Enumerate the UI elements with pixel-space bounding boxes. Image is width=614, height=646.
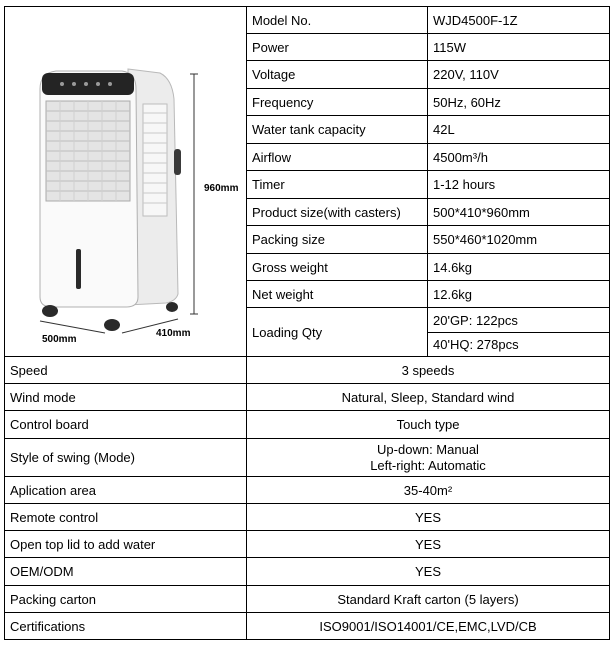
spec-value: 50Hz, 60Hz [428,89,610,116]
spec-value: YES [247,504,610,531]
spec-value: 20'GP: 122pcs [428,308,610,333]
spec-label: Product size(with casters) [247,199,428,226]
spec-row-certifications [5,613,610,640]
height-label: 960mm [204,182,239,194]
width-label: 500mm [42,333,77,345]
spec-value: Standard Kraft carton (5 layers) [247,586,610,613]
spec-value: 40'HQ: 278pcs [428,333,610,357]
caster-front-right [104,319,120,331]
spec-value: 500*410*960mm [428,199,610,226]
spec-label: Model No. [247,7,428,34]
depth-label: 410mm [156,327,191,339]
spec-label: Style of swing (Mode) [5,439,247,477]
spec-value: 220V, 110V [428,61,610,89]
spec-label: Frequency [247,89,428,116]
spec-row-model [5,7,610,34]
spec-label: Loading Qty [247,308,428,357]
spec-label: Power [247,34,428,61]
spec-value: Touch type [247,411,610,439]
spec-label: Certifications [5,613,247,640]
spec-value: 550*460*1020mm [428,226,610,254]
spec-sheet [4,6,609,641]
spec-label: Water tank capacity [247,116,428,144]
spec-label: Speed [5,357,247,384]
spec-label: Net weight [247,281,428,308]
spec-label: Gross weight [247,254,428,281]
caster-rear [166,302,178,312]
water-level-window [76,249,81,289]
spec-label: Voltage [247,61,428,89]
spec-value: 35-40m² [247,477,610,504]
spec-value: 115W [428,34,610,61]
spec-value: YES [247,558,610,586]
spec-label: Wind mode [5,384,247,411]
spec-label: Airflow [247,144,428,171]
spec-row-packing-carton [5,586,610,613]
side-handle [174,149,181,175]
spec-row-control-board [5,411,610,439]
spec-label: Timer [247,171,428,199]
spec-value: WJD4500F-1Z [428,7,610,34]
spec-row-top-lid [5,531,610,558]
spec-value: 42L [428,116,610,144]
product-image-cell [5,7,247,357]
spec-value: YES [247,531,610,558]
spec-value: 4500m³/h [428,144,610,171]
spec-value [247,439,610,477]
spec-value: 1-12 hours [428,171,610,199]
spec-table [4,6,610,640]
spec-value: 14.6kg [428,254,610,281]
spec-label: Packing carton [5,586,247,613]
spec-row-wind-mode [5,384,610,411]
swing-line: Left-right: Automatic [370,457,486,473]
spec-value: 3 speeds [247,357,610,384]
spec-label: Control board [5,411,247,439]
swing-line: Up-down: Manual [377,441,479,457]
spec-label: Remote control [5,504,247,531]
spec-row-swing [5,439,610,477]
spec-row-speed [5,357,610,384]
caster-front-left [42,305,58,317]
spec-value: Natural, Sleep, Standard wind [247,384,610,411]
spec-label: Packing size [247,226,428,254]
spec-label: OEM/ODM [5,558,247,586]
side-vent-grille [143,104,167,216]
front-louvre [46,101,130,201]
spec-row-application-area [5,477,610,504]
spec-row-remote-control [5,504,610,531]
spec-label: Aplication area [5,477,247,504]
spec-value: 12.6kg [428,281,610,308]
spec-row-oem-odm [5,558,610,586]
spec-value: ISO9001/ISO14001/CE,EMC,LVD/CB [247,613,610,640]
product-illustration [10,9,248,355]
spec-label: Open top lid to add water [5,531,247,558]
